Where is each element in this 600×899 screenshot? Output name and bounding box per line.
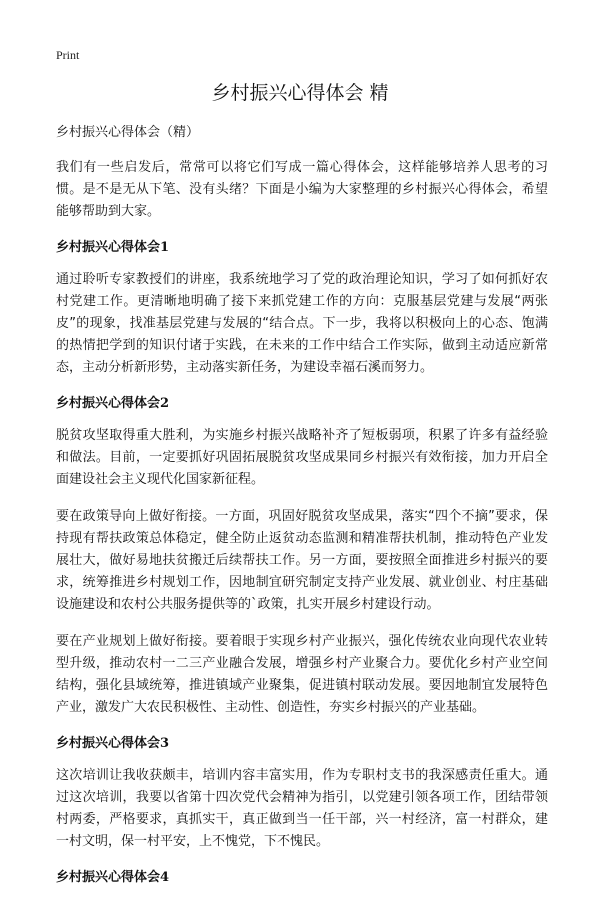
section-heading-2: 乡村振兴心得体会2 (56, 396, 170, 411)
section-1-paragraph-1: 通过聆听专家教授们的讲座，我系统地学习了党的政治理论知识，学习了如何抓好农村党建工作。更清晰地明确了接下来抓党建工作的方向：克服基层党建与发展“两张皮”的现象，找准基层党建与发展的“结合点。下一步，我将以积极向上的心态、饱满的热情把学到的知识付诸于实践，在未来的工作中结合工作实际，做到主动适应新常态，主动分析新形势，主动落实新任务，为建设幸福石溪而努力。 (56, 272, 548, 375)
section-2-paragraph-3: 要在产业规划上做好衔接。要着眼于实现乡村产业振兴，强化传统农业向现代农业转型升级，推动农村一二三产业融合发展，增强乡村产业聚合力。要优化乡村产业空间结构，强化县域统筹，推进镇域产业聚集，促进镇村联动发展。要因地制宜发展特色产业，激发广大农民积极性、主动性、创造性，夯实乡村振兴的产业基础。 (56, 634, 548, 715)
print-label[interactable]: Print (56, 48, 80, 62)
section-heading-1: 乡村振兴心得体会1 (56, 240, 170, 255)
intro-paragraph: 我们有一些启发后，常常可以将它们写成一篇心得体会，这样能够培养人思考的习惯。是不是无从下笔、没有头绪？下面是小编为大家整理的乡村振兴心得体会，希望能够帮助到大家。 (56, 160, 548, 219)
section-heading-3: 乡村振兴心得体会3 (56, 736, 170, 751)
article-body (56, 122, 548, 899)
article-subtitle: 乡村振兴心得体会（精） (56, 125, 200, 140)
section-2-paragraph-1: 脱贫攻坚取得重大胜利，为实施乡村振兴战略补齐了短板弱项，积累了许多有益经验和做法。目前，一定要抓好巩固拓展脱贫攻坚成果同乡村振兴有效衔接，加力开启全面建设社会主义现代化国家新征程。 (56, 428, 548, 487)
section-2-paragraph-2: 要在政策导向上做好衔接。一方面，巩固好脱贫攻坚成果，落实“四个不摘”要求，保持现有帮扶政策总体稳定，健全防止返贫动态监测和精准帮扶机制，推动特色产业发展壮大，做好易地扶贫搬迁后续帮扶工作。另一方面，要按照全面推进乡村振兴的要求，统筹推进乡村规划工作，因地制宜研究制定支持产业发展、就业创业、村庄基础设施建设和农村公共服务提供等的`政策，扎实开展乡村建设行动。 (56, 509, 548, 612)
section-3-paragraph-1: 这次培训让我收获颇丰，培训内容丰富实用，作为专职村支书的我深感责任重大。通过这次培训，我要以省第十四次党代会精神为指引，以党建引领各项工作，团结带领村两委，严格要求，真抓实干，真正做到当一任干部，兴一村经济，富一村群众，建一村文明，保一村平安，上不愧党，下不愧民。 (56, 768, 548, 849)
section-heading-4: 乡村振兴心得体会4 (56, 870, 170, 885)
page-title: 乡村振兴心得体会 精 (211, 82, 389, 104)
